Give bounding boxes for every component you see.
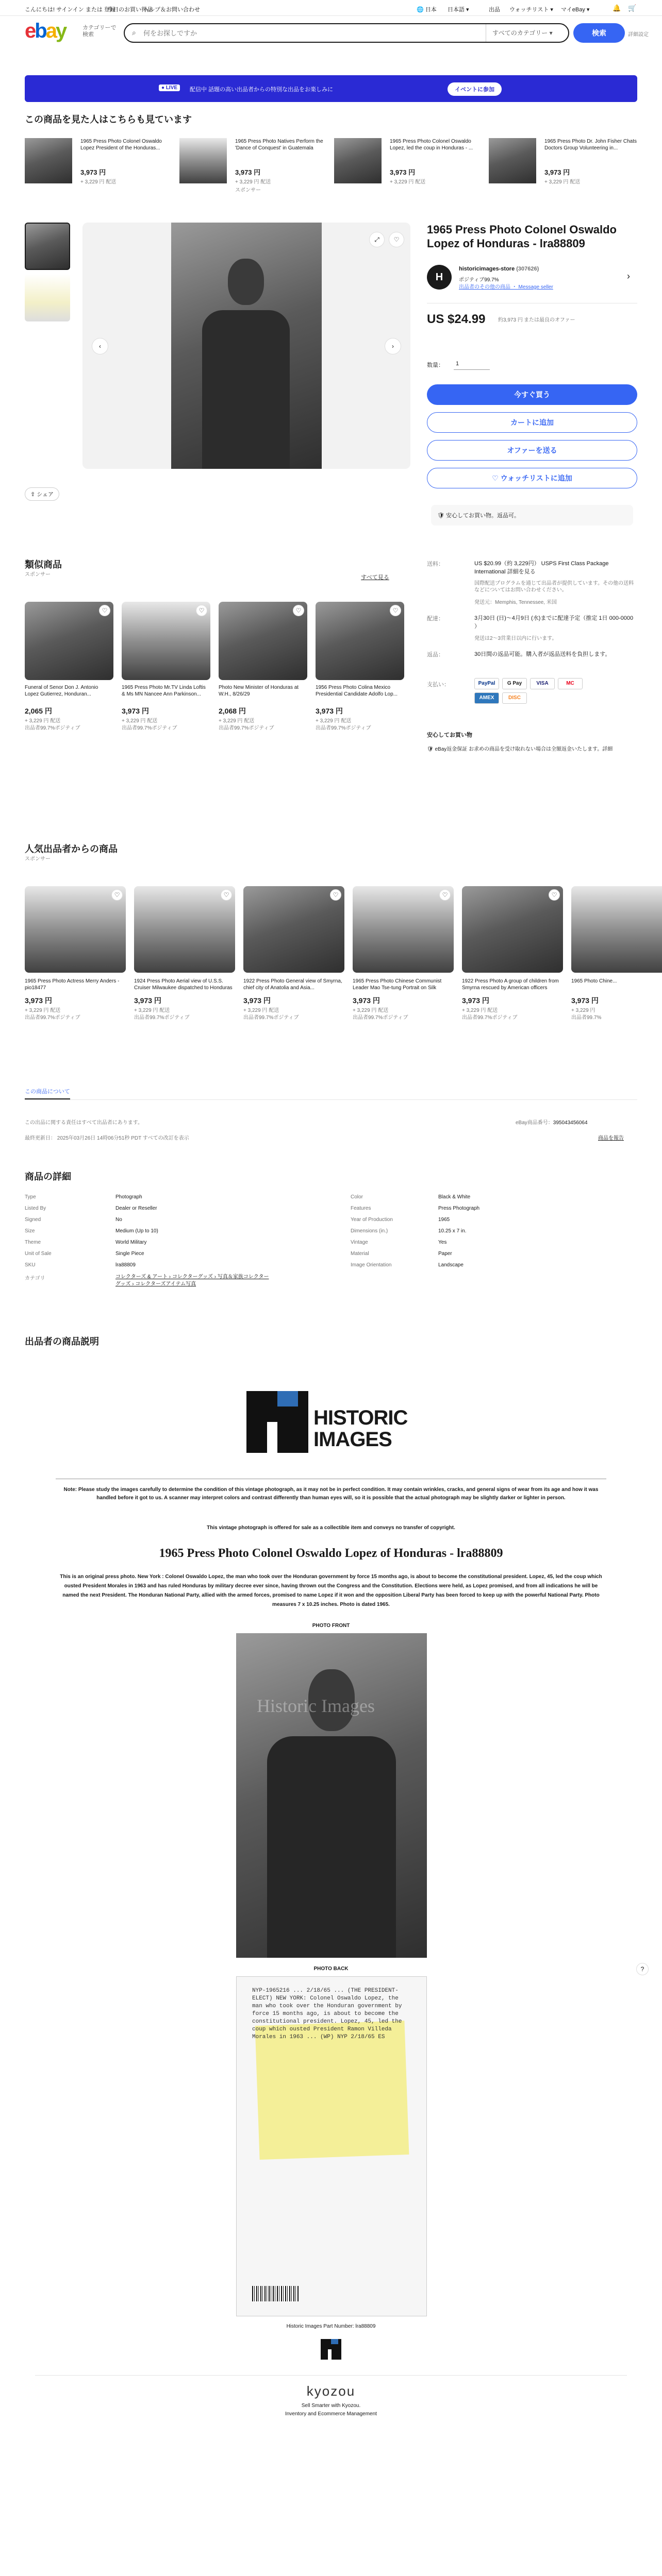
favorite-heart-icon[interactable]: ♡ — [390, 605, 401, 616]
popular-item-title: 1924 Press Photo Aerial view of U.S.S. Cruiser Milwaukee dispatched to Honduras — [134, 978, 233, 991]
tab-about-item[interactable]: この商品について — [25, 1087, 70, 1099]
see-also-thumb — [25, 138, 72, 183]
see-also-item-price: 3,973 円 — [544, 168, 570, 176]
popular-item[interactable] — [462, 886, 563, 1030]
tab-divider — [25, 1099, 637, 1100]
seller-name[interactable] — [459, 266, 539, 272]
shipping-note: 国際配送プログラムを通じて出品者が提供しています。その他の送料などについてはお問い合わせください。 — [474, 581, 634, 593]
popular-item-extra: 出品者99.7% — [571, 1015, 602, 1021]
search-category-select[interactable]: すべてのカテゴリー ▾ — [486, 24, 563, 42]
favorite-heart-icon[interactable]: ♡ — [549, 889, 560, 901]
live-join-button[interactable]: イベントに参加 — [448, 82, 502, 96]
see-also-item-price: 3,973 円 — [390, 168, 416, 176]
listing-responsibility: この出品に関する責任はすべて出品者にあります。 — [25, 1120, 143, 1126]
watchlist-button[interactable]: ♡ ウォッチリストに追加 — [427, 468, 637, 488]
ship-to-label: 日本 — [425, 7, 437, 13]
my-ebay-link[interactable]: マイeBay ▾ — [561, 7, 590, 13]
popular-item-price: 3,973 円 — [243, 996, 271, 1005]
ship-to[interactable]: 🌐 日本 — [417, 7, 437, 13]
sell-link[interactable]: 出品 — [489, 7, 500, 13]
spec-key: カテゴリ — [25, 1276, 45, 1281]
favorite-heart-icon[interactable]: ♡ — [196, 605, 207, 616]
logo-e: e — [25, 20, 35, 42]
spec-key: Image Orientation — [351, 1262, 392, 1268]
popular-item-ship: + 3,229 円 配送 — [462, 1008, 498, 1013]
share-button[interactable]: ⇪ シェア — [25, 487, 59, 501]
favorite-heart-icon[interactable]: ♡ — [330, 889, 341, 901]
condition-note: Note: Please study the images carefully to determine the condition of this vintage photograph, as it may not be in perfect condition. It may contain wrinkles, cracks, and general signs of wear from its age and how it was handled before it got to us. A scanner may interpret colors and contrast differently than human eyes will, so it is possible that the actual photograph may be slightly darker or lighter in person. — [63, 1487, 599, 1501]
daily-deals-link[interactable]: 今日のお買い得品 — [107, 7, 153, 13]
small-logo-blue — [331, 2339, 338, 2344]
photo-back-text: NYP-1965216 ... 2/18/65 ... (THE PRESIDENT-ELECT) NEW YORK: Colonel Oswaldo Lopez, the man who took over the Honduran government by force 15 months ago, is about to become the constitutional president. Lopez, 45, led the coup which ousted President Ramon Villeda Morales in 1963 ... (WP) NYP 2/18/65 ES — [252, 1988, 402, 2040]
quantity-input[interactable] — [454, 358, 490, 370]
similar-item-price: 3,973 円 — [316, 707, 343, 715]
thumbnail-strip — [25, 223, 71, 326]
popular-item-title: 1922 Press Photo A group of children from Smyrna rescued by American officers — [462, 978, 559, 991]
photo-front-image — [236, 1633, 427, 1958]
similar-item-extra: 出品者99.7%ポジティブ — [219, 725, 274, 731]
cart-icon[interactable]: 🛒 — [628, 4, 637, 12]
live-banner[interactable] — [25, 75, 637, 102]
seller-logo: H — [427, 265, 452, 290]
advanced-search-link[interactable]: 詳細設定 — [628, 32, 649, 38]
similar-item-title: 1956 Press Photo Colina Mexico Presidential Candidate Adolfo Lop... — [316, 685, 398, 697]
amex-icon: AMEX — [474, 692, 499, 704]
chevron-right-icon: › — [627, 271, 630, 281]
popular-item-extra: 出品者99.7%ポジティブ — [134, 1015, 190, 1021]
see-also-item[interactable] — [179, 138, 329, 205]
see-also-item[interactable] — [489, 138, 638, 205]
discover-icon: DISC — [502, 692, 527, 704]
gpay-icon: G Pay — [502, 678, 527, 689]
spec-key: Signed — [25, 1217, 41, 1223]
next-arrow-icon[interactable]: › — [385, 338, 401, 354]
similar-item-ship: + 3,229 円 配送 — [25, 718, 61, 724]
see-also-item-price: 3,973 円 — [80, 168, 106, 176]
similar-item-ship: + 3,229 円 配送 — [219, 718, 255, 724]
gallery-thumbnail[interactable] — [25, 223, 70, 270]
popular-item-price: 3,973 円 — [571, 996, 599, 1005]
photo-back-image — [236, 1976, 427, 2316]
popular-item-image — [462, 886, 563, 973]
see-also-item-title: 1965 Press Photo Natives Perform the 'Dance of Conquest' in Guatemala — [235, 139, 323, 151]
description-body: This is an original press photo. New York : Colonel Oswaldo Lopez, the man who took over the Honduran government by force 15 months ago, is about to become the constitutional president. Lopez, 45, led the coup which ousted President Morales in 1963 and has ruled Honduras by military decree ever since, having thrown out the Congress and the Constitution. Elections were held, as Lopez promised, and from all indications he will be named the next President. The Honduran National Party, allied with the armed forces, promised to name Lopez if it won and the opposition Liberal Party has been forced to keep up with the powerful National Party. Photo measures 7 x 10.25 inches. Photo is dated 1965. — [60, 1574, 602, 1607]
see-also-thumb — [179, 138, 227, 183]
popular-item[interactable] — [243, 886, 344, 1030]
spec-value: Black & White — [438, 1194, 471, 1200]
spec-key: Material — [351, 1251, 369, 1257]
listing-title: 1965 Press Photo Colonel Oswaldo Lopez of Honduras - lra88809 — [427, 223, 617, 250]
similar-item-price: 2,068 円 — [219, 707, 246, 715]
price: US $24.99 — [427, 312, 486, 326]
copyright-note: This vintage photograph is offered for sale as a collectible item and conveys no transfer of copyright. — [207, 1525, 455, 1531]
logo-a: a — [45, 20, 56, 42]
similar-item-title: Funeral of Senor Don J. Antonio Lopez Gutierrez, Honduran... — [25, 685, 98, 697]
see-also-item-sponsor: スポンサー — [235, 188, 261, 193]
popular-item[interactable] — [353, 886, 454, 1030]
see-also-item-title: 1965 Press Photo Colonel Oswaldo Lopez, led the coup in Honduras - ... — [390, 139, 473, 151]
guarantee-text-content: eBay返金保証 お求めの商品を受け取れない場合は全額返金いたします。詳細 — [435, 747, 613, 752]
logo-text-1: HISTORIC — [313, 1406, 408, 1429]
popular-item-price: 3,973 円 — [134, 996, 161, 1005]
category-shop-button[interactable]: カテゴリーで検索 — [82, 25, 117, 38]
delivery-note: 発送は2〜3営業日以内に行います。 — [474, 636, 557, 641]
see-also-item-ship: + 3,229 円 配送 — [80, 179, 117, 185]
similar-item-price: 2,065 円 — [25, 707, 52, 715]
top-utility-bar — [25, 4, 637, 14]
barcode-icon — [252, 2286, 299, 2301]
returns-label: 返品： — [427, 652, 444, 658]
search-input[interactable] — [143, 27, 432, 39]
shield-icon: 🛡 — [427, 747, 434, 752]
description-frame — [25, 1355, 637, 2576]
spec-value: lra88809 — [115, 1262, 136, 1268]
main-image-area — [82, 223, 410, 469]
live-banner-text: 配信中 話題の高い出品者からの特別な出品をお楽しみに — [190, 87, 334, 93]
similar-sponsor: スポンサー — [25, 572, 51, 578]
favorite-heart-icon[interactable]: ♡ — [293, 605, 304, 616]
spec-value: Photograph — [115, 1194, 142, 1200]
guarantee-text[interactable] — [427, 746, 633, 753]
similar-item-title: 1965 Press Photo Mr.TV Linda Loftis & Ms MN Nancee Ann Parkinson... — [122, 685, 206, 697]
similar-item-ship: + 3,229 円 配送 — [316, 718, 352, 724]
guarantee-title: 安心してお買い物 — [427, 732, 472, 738]
photo-front-body — [267, 1736, 396, 1958]
price-note: または最良のオファー — [524, 317, 575, 323]
ebay-logo[interactable] — [25, 20, 65, 45]
spec-key: Type — [25, 1194, 36, 1200]
small-logo-mark — [321, 2339, 341, 2360]
popular-item-extra: 出品者99.7%ポジティブ — [25, 1015, 80, 1021]
popular-item-ship: + 3,229 円 — [571, 1008, 595, 1013]
spec-key: Year of Production — [351, 1217, 393, 1223]
popular-title: 人気出品者からの商品 — [25, 844, 118, 854]
popular-item-ship: + 3,229 円 配送 — [243, 1008, 279, 1013]
see-also-item[interactable] — [25, 138, 174, 205]
similar-title: 類似商品 — [25, 560, 62, 570]
spec-key: Unit of Sale — [25, 1251, 52, 1257]
popular-item-ship: + 3,229 円 配送 — [134, 1008, 170, 1013]
seller-positive: ポジティブ99.7% — [459, 277, 499, 283]
spec-key: Features — [351, 1206, 371, 1211]
spec-value: Medium (Up to 10) — [115, 1228, 158, 1234]
popular-item-price: 3,973 円 — [462, 996, 489, 1005]
photo-back-caption-sheet — [255, 2021, 409, 2160]
buy-now-button[interactable]: 今すぐ買う — [427, 384, 637, 405]
see-also-item-title: 1965 Press Photo Colonel Oswaldo Lopez President of the Honduras... — [80, 139, 162, 151]
spec-key: Listed By — [25, 1206, 46, 1211]
popular-item-image — [243, 886, 344, 973]
see-also-thumb — [334, 138, 382, 183]
seller-card[interactable] — [427, 264, 637, 295]
see-also-item-ship: + 3,229 円 配送 — [544, 179, 581, 185]
spec-value: Single Piece — [115, 1251, 144, 1257]
quantity-value: 1 — [456, 361, 459, 367]
photo-back-label: PHOTO BACK — [313, 1966, 349, 1972]
similar-item-extra: 出品者99.7%ポジティブ — [122, 725, 177, 731]
spec-key: Dimensions (in.) — [351, 1228, 388, 1234]
photo-front-watermark: Historic Images — [257, 1696, 375, 1716]
spec-value: 10.25 x 7 in. — [438, 1228, 467, 1234]
similar-item-ship: + 3,229 円 配送 — [122, 718, 158, 724]
specifics-title: 商品の詳細 — [25, 1172, 71, 1182]
similar-see-all[interactable]: すべて見る — [361, 574, 389, 581]
popular-item-image — [571, 886, 662, 973]
seller-name-text: historicimages-store — [459, 266, 515, 272]
favorite-heart-icon[interactable]: ♡ — [439, 889, 451, 901]
make-offer-button[interactable]: オファーを送る — [427, 440, 637, 461]
watchlist-label: ウォッチリスト — [509, 7, 549, 13]
popular-item-ship: + 3,229 円 配送 — [353, 1008, 389, 1013]
favorite-heart-icon[interactable]: ♡ — [111, 889, 123, 901]
zoom-icon[interactable]: ⤢ — [369, 232, 385, 247]
spec-value: No — [115, 1217, 122, 1223]
price-approx: 約3,973 円 — [498, 317, 523, 323]
main-product-image[interactable] — [171, 223, 322, 469]
see-also-item-ship: + 3,229 円 配送 — [235, 179, 271, 185]
similar-item-title: Photo New Minister of Honduras at W.H., 8/26/29 — [219, 685, 299, 697]
popular-item[interactable] — [134, 886, 235, 1030]
see-also-item-title: 1965 Press Photo Dr. John Fisher Chats Doctors Group Volunteering in... — [544, 139, 637, 151]
popular-item-title: 1965 Press Photo Chinese Communist Leader Mao Tse-tung Portrait on Silk — [353, 978, 442, 991]
spec-value: Press Photograph — [438, 1206, 480, 1211]
language-selector[interactable]: 日本語 ▾ — [448, 7, 469, 13]
spec-key: Vintage — [351, 1240, 368, 1245]
help-link[interactable]: ヘルプ＆お問い合わせ — [143, 7, 200, 13]
popular-item[interactable] — [571, 886, 662, 1030]
spec-value: Dealer or Reseller — [115, 1206, 157, 1211]
delivery-value: 3月30日 (日)〜4月9日 (水)までに配達予定（推定 1日 000-0000 ） — [474, 615, 634, 630]
popular-item-extra: 出品者99.7%ポジティブ — [462, 1015, 518, 1021]
see-also-item[interactable] — [334, 138, 484, 205]
popular-item-image — [134, 886, 235, 973]
description-title: 出品者の商品説明 — [25, 1336, 99, 1347]
see-also-item-price: 3,973 円 — [235, 168, 261, 176]
logo-mark-h-gap — [267, 1422, 277, 1453]
spec-key: Color — [351, 1194, 363, 1200]
similar-item[interactable] — [122, 602, 210, 746]
share-label: シェア — [37, 492, 54, 498]
visa-icon: VISA — [530, 678, 555, 689]
see-also-list — [25, 138, 637, 205]
popular-item[interactable] — [25, 886, 126, 1030]
secure-note-text: 安心してお買い物。返品可。 — [446, 513, 520, 519]
logo-mark — [246, 1391, 308, 1453]
returns-value: 30日間の返品可能。購入者が返品送料を負担します。 — [474, 651, 611, 657]
kyozou-logo: kyozou — [306, 2383, 356, 2399]
portrait-body — [202, 310, 290, 469]
kyozou-sub1: Sell Smarter with Kyozou. — [301, 2403, 361, 2409]
shipping-label: 送料： — [427, 561, 444, 567]
description-headline: 1965 Press Photo Colonel Oswaldo Lopez of Honduras - lra88809 — [159, 1547, 503, 1560]
spec-value: Landscape — [438, 1262, 464, 1268]
photo-front-label: PHOTO FRONT — [312, 1623, 350, 1629]
similar-item[interactable] — [316, 602, 404, 746]
seller-count: (307626) — [516, 266, 539, 272]
similar-item-price: 3,973 円 — [122, 707, 149, 715]
portrait-head — [228, 259, 264, 305]
prev-arrow-icon[interactable]: ‹ — [92, 338, 108, 354]
search-bar — [124, 23, 569, 43]
popular-item-price: 3,973 円 — [25, 996, 52, 1005]
popular-sponsor: スポンサー — [25, 856, 51, 862]
search-icon: ⌕ — [132, 28, 136, 37]
seller-links[interactable]: 出品者のその他の商品 ・ Message seller — [459, 284, 553, 290]
popular-item-title: 1965 Press Photo Actress Merry Anders - pio18477 — [25, 978, 120, 991]
similar-item[interactable] — [25, 602, 113, 746]
signin-link[interactable]: こんにちは! サインイン または 登録 — [25, 7, 115, 13]
live-badge-text: LIVE — [166, 85, 178, 91]
last-updated: 最終更新日： 2025年03月26日 14時06分51秒 PDT すべての改訂を表示 — [25, 1136, 189, 1141]
bell-icon[interactable]: 🔔 — [613, 4, 621, 12]
historic-images-logo — [246, 1376, 422, 1468]
item-number-label: eBay商品番号： — [516, 1120, 553, 1126]
my-ebay-label: マイeBay — [561, 7, 585, 13]
item-number-value: 395043456064 — [553, 1120, 588, 1126]
search-button[interactable]: 検索 — [573, 23, 625, 43]
similar-item-extra: 出品者99.7%ポジティブ — [316, 725, 371, 731]
similar-list — [25, 602, 406, 746]
item-number — [516, 1118, 588, 1126]
kyozou-rule — [35, 2375, 627, 2376]
spec-value: World Military — [115, 1240, 147, 1245]
popular-item-price: 3,973 円 — [353, 996, 380, 1005]
spec-value: Yes — [438, 1240, 447, 1245]
favorite-heart-icon[interactable]: ♡ — [221, 889, 232, 901]
category-breadcrumb[interactable]: コレクターズ & アート › コレクターグッズ › 写真＆家族コレクターグッズ › コレクターズアイテム写真 — [115, 1274, 269, 1287]
popular-item-extra: 出品者99.7%ポジティブ — [353, 1015, 408, 1021]
see-also-item-ship: + 3,229 円 配送 — [390, 179, 426, 185]
add-to-cart-button[interactable]: カートに追加 — [427, 412, 637, 433]
popular-item-title: 1965 Photo Chine... — [571, 978, 617, 984]
shipping-value: US $20.99（約 3,229円） USPS First Class Package International 詳細を見る — [474, 561, 609, 575]
favorite-heart-icon[interactable]: ♡ — [99, 605, 110, 616]
live-badge: ● LIVE — [159, 84, 180, 91]
popular-item-extra: 出品者99.7%ポジティブ — [243, 1015, 299, 1021]
spec-key: Theme — [25, 1240, 41, 1245]
see-also-title: この商品を見た人はこちらも見ています — [25, 114, 192, 125]
item-location: 発送元：Memphis, Tennessee, 米国 — [474, 600, 557, 605]
spec-key: Size — [25, 1228, 35, 1234]
mastercard-icon: MC — [558, 678, 583, 689]
watchlist-link[interactable]: ウォッチリスト ▾ — [509, 7, 553, 13]
secure-note — [431, 505, 633, 526]
watchlist-button-label: ウォッチリストに追加 — [500, 474, 572, 482]
help-icon[interactable]: ? — [636, 1963, 649, 1975]
popular-list — [25, 886, 662, 1030]
payments-label: 支払い： — [427, 682, 450, 688]
logo-text-2: IMAGES — [313, 1428, 392, 1451]
popular-item-ship: + 3,229 円 配送 — [25, 1008, 61, 1013]
similar-item-extra: 出品者99.7%ポジティブ — [25, 725, 80, 731]
language-label: 日本語 — [448, 7, 465, 13]
report-item-link[interactable]: 商品を報告 — [598, 1136, 624, 1141]
payment-icons — [474, 678, 634, 709]
gallery-thumbnail[interactable] — [25, 274, 70, 321]
logo-mark-blue-block — [277, 1391, 298, 1406]
search-category-label: すべてのカテゴリー — [492, 29, 548, 37]
popular-item-image — [25, 886, 126, 973]
logo-y: y — [55, 20, 66, 42]
spec-key: SKU — [25, 1262, 36, 1268]
popular-item-title: 1922 Press Photo General view of Smyrna, chief city of Anatolia and Asia... — [243, 978, 342, 991]
quantity-label: 数量： — [427, 362, 444, 368]
favorite-heart-icon[interactable]: ♡ — [389, 232, 404, 247]
spec-value: Paper — [438, 1251, 452, 1257]
delivery-label: 配達： — [427, 616, 444, 622]
spec-value: 1965 — [438, 1217, 450, 1223]
popular-item-image — [353, 886, 454, 973]
logo-b: b — [35, 20, 46, 42]
header-divider-top — [0, 15, 662, 16]
shield-check-icon: 🛡 — [437, 513, 444, 519]
paypal-icon: PayPal — [474, 678, 499, 689]
part-number: Historic Images Part Number: lra88809 — [286, 2324, 376, 2329]
see-also-thumb — [489, 138, 536, 183]
similar-item[interactable] — [219, 602, 307, 746]
small-logo-gap — [328, 2349, 332, 2360]
kyozou-sub2: Inventory and Ecommerce Management — [285, 2411, 377, 2417]
